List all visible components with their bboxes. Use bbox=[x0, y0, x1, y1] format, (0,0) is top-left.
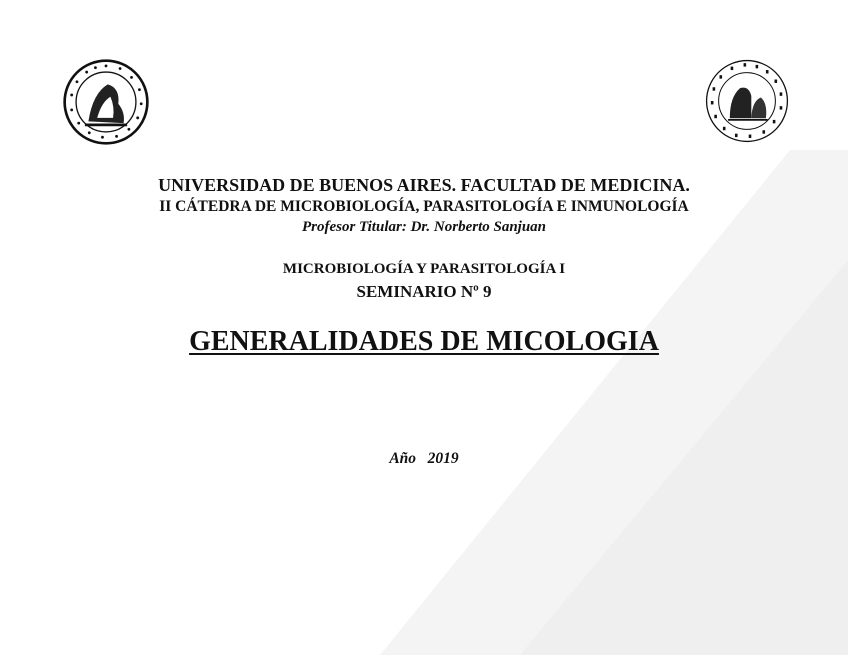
university-heading: UNIVERSIDAD DE BUENOS AIRES. FACULTAD DE MEDICINA. bbox=[158, 175, 690, 195]
course-subject: MICROBIOLOGÍA Y PARASITOLOGÍA I bbox=[282, 261, 566, 277]
document-title: GENERALIDADES DE MICOLOGIA bbox=[189, 326, 659, 357]
seminar-number: SEMINARIO Nº 9 bbox=[356, 282, 492, 301]
universidad-de-buenos-aires-seal-icon bbox=[62, 58, 150, 146]
year-line: Año 2019 bbox=[389, 450, 459, 467]
professor-line: Profesor Titular: Dr. Norberto Sanjuan bbox=[301, 219, 547, 235]
facultad-de-medicina-seal-icon bbox=[704, 58, 790, 144]
chair-heading: II CÁTEDRA DE MICROBIOLOGÍA, PARASITOLOGÍA E INMUNOLOGÍA bbox=[159, 198, 689, 215]
